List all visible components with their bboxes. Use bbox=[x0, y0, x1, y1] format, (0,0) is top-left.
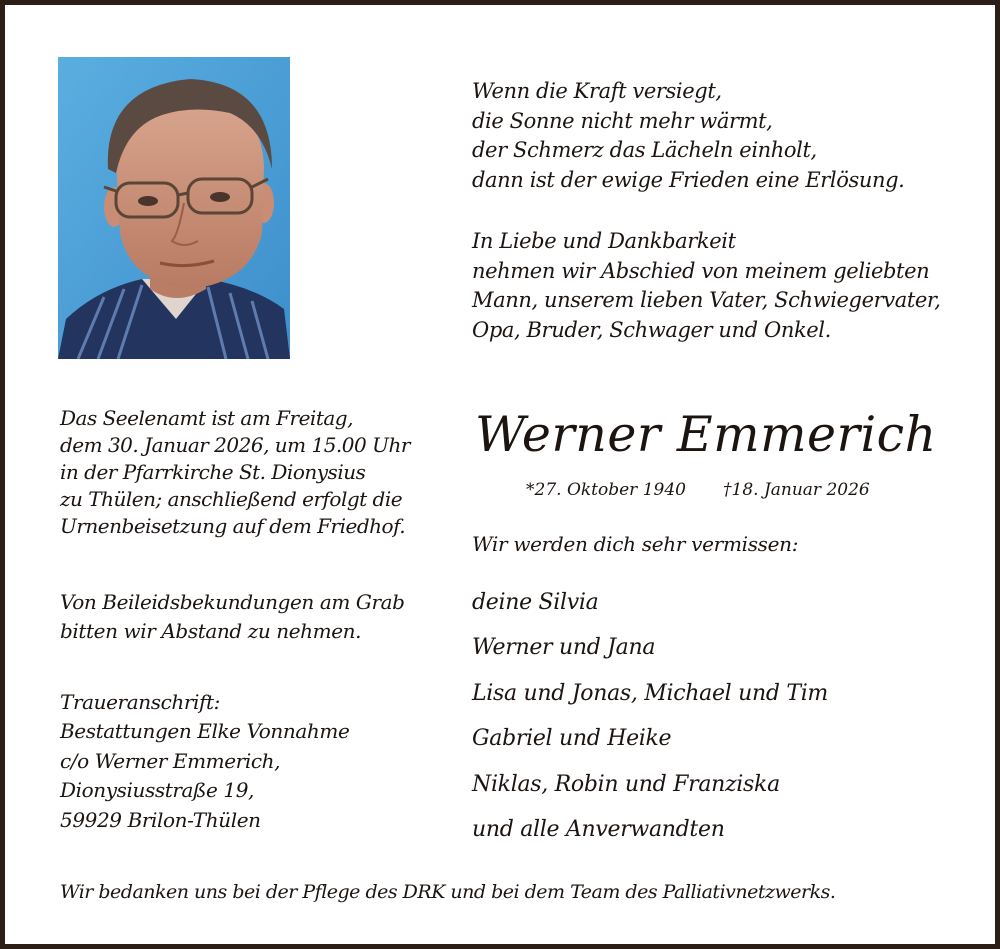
poem-line: der Schmerz das Lächeln einholt, bbox=[472, 138, 817, 163]
miss-line: Wir werden dich sehr vermissen: bbox=[472, 532, 799, 556]
thanks-footer: Wir bedanken uns bei der Pflege des DRK und bei dem Team des Palliativnetzwerks. bbox=[60, 881, 836, 903]
family-member: und alle Anverwandten bbox=[472, 817, 725, 843]
address-line: c/o Werner Emmerich, bbox=[60, 748, 281, 773]
condolence-note bbox=[60, 588, 405, 646]
family-member: Niklas, Robin und Franziska bbox=[472, 771, 780, 797]
farewell-text bbox=[472, 227, 941, 345]
address-line: Bestattungen Elke Vonnahme bbox=[60, 719, 350, 744]
service-line: in der Pfarrkirche St. Dionysius bbox=[60, 460, 366, 484]
service-line: Urnenbeisetzung auf dem Friedhof. bbox=[60, 514, 406, 538]
family-member: Lisa und Jonas, Michael und Tim bbox=[472, 680, 828, 706]
service-info bbox=[60, 405, 410, 540]
farewell-line: Mann, unserem lieben Vater, Schwiegervater, bbox=[472, 288, 941, 313]
poem-line: die Sonne nicht mehr wärmt, bbox=[472, 108, 773, 133]
poem bbox=[472, 77, 904, 195]
death-date: †18. Januar 2026 bbox=[723, 480, 870, 500]
family-member: Gabriel und Heike bbox=[472, 726, 672, 752]
poem-line: dann ist der ewige Frieden eine Erlösung. bbox=[472, 167, 905, 192]
service-line: Das Seelenamt ist am Freitag, bbox=[60, 406, 353, 430]
address-line: 59929 Brilon-Thülen bbox=[60, 807, 261, 832]
farewell-line: nehmen wir Abschied von meinem geliebten bbox=[472, 258, 930, 283]
condolence-line: bitten wir Abstand zu nehmen. bbox=[60, 619, 362, 643]
farewell-line: In Liebe und Dankbarkeit bbox=[472, 229, 736, 253]
portrait-photo bbox=[58, 57, 290, 359]
address-line: Dionysiusstraße 19, bbox=[60, 778, 255, 803]
farewell-line: Opa, Bruder, Schwager und Onkel. bbox=[472, 317, 831, 342]
service-line: zu Thülen; anschließend erfolgt die bbox=[60, 487, 403, 511]
mourning-address bbox=[60, 688, 349, 835]
deceased-name: Werner Emmerich bbox=[475, 406, 937, 463]
poem-line: Wenn die Kraft versiegt, bbox=[472, 79, 722, 103]
service-line: dem 30. Januar 2026, um 15.00 Uhr bbox=[60, 433, 410, 457]
family-member: deine Silvia bbox=[472, 590, 599, 615]
birth-date: *27. Oktober 1940 bbox=[526, 480, 686, 500]
family-member: Werner und Jana bbox=[472, 635, 656, 661]
family-list bbox=[472, 580, 828, 852]
address-line: Traueranschrift: bbox=[60, 690, 220, 714]
condolence-line: Von Beileidsbekundungen am Grab bbox=[60, 590, 405, 614]
